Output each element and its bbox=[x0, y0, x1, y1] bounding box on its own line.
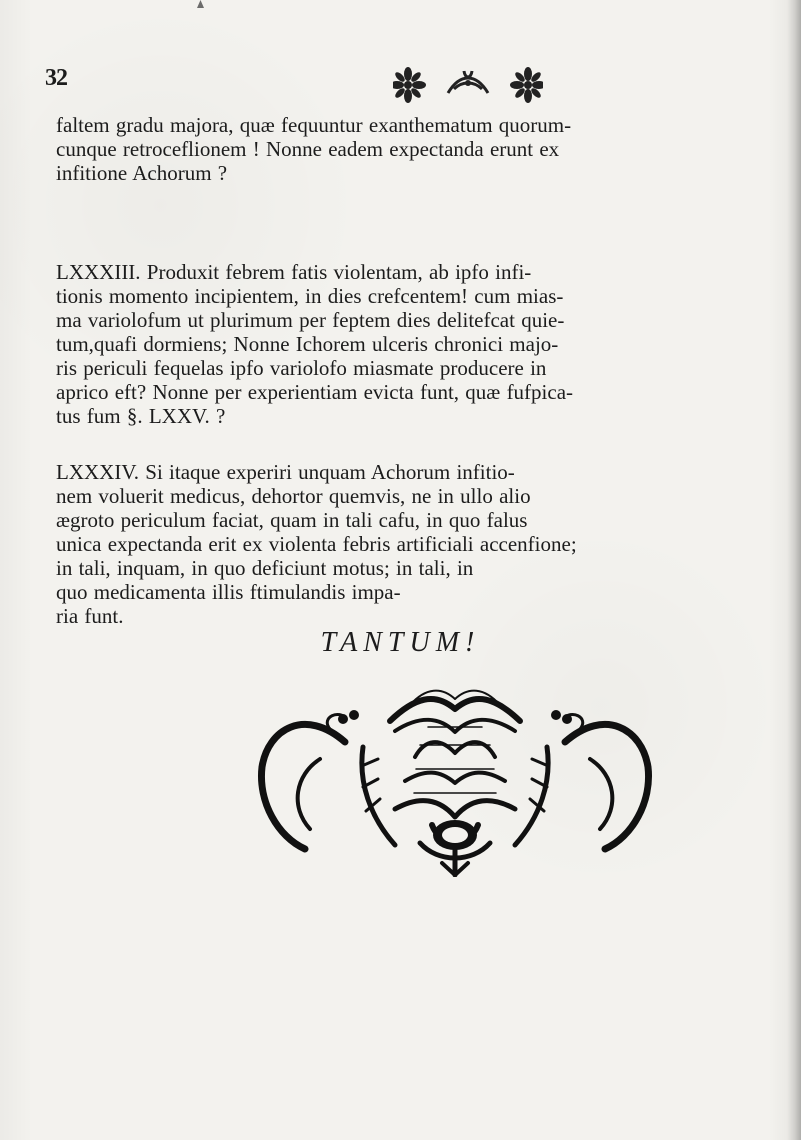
floral-tailpiece bbox=[250, 687, 660, 877]
paragraph-lxxxiii: LXXXIII. Produxit febrem fatis violentam, ab ipfo infi- tionis momento incipientem, in dies crefcentem! cum mias- ma variolofum ut plurimum per feptem dies delitefcat quie- tum,quafi dormiens; Nonne Ichorem ulceris chronici majo- ris periculi fequelas ipfo variolofo miasmate producere in aprico eft? Nonne per experientiam evicta funt, quæ fufpica- tus fum §. LXXV. ? bbox=[56, 260, 574, 428]
ornament-flower-left-icon bbox=[393, 67, 426, 103]
paragraph-1: faltem gradu majora, quæ fequuntur exanthematum quorum- cunque retroceflionem ! Nonne eadem expectanda erunt ex infitione Achorum ? bbox=[56, 113, 572, 185]
closing-word: TANTUM! bbox=[320, 627, 481, 658]
page-number: 32 bbox=[45, 65, 67, 91]
header-ornaments bbox=[393, 67, 543, 103]
floral-tailpiece-icon bbox=[261, 691, 648, 875]
paragraph-lxxxiv: LXXXIV. Si itaque experiri unquam Achorum infitio- nem voluerit medicus, dehortor quemvis, ne in ullo alio ægroto periculum faciat, quam in tali cafu, in quo falus unica expectanda erit ex violenta febris artificiali accenfione; in tali, inquam, in quo deficiunt motus; in tali, in quo medicamenta illis ftimulandis impa- ria funt. bbox=[56, 460, 577, 628]
ornament-center-icon bbox=[448, 71, 488, 93]
ornament-flower-right-icon bbox=[510, 67, 543, 103]
top-print-mark bbox=[197, 0, 204, 8]
